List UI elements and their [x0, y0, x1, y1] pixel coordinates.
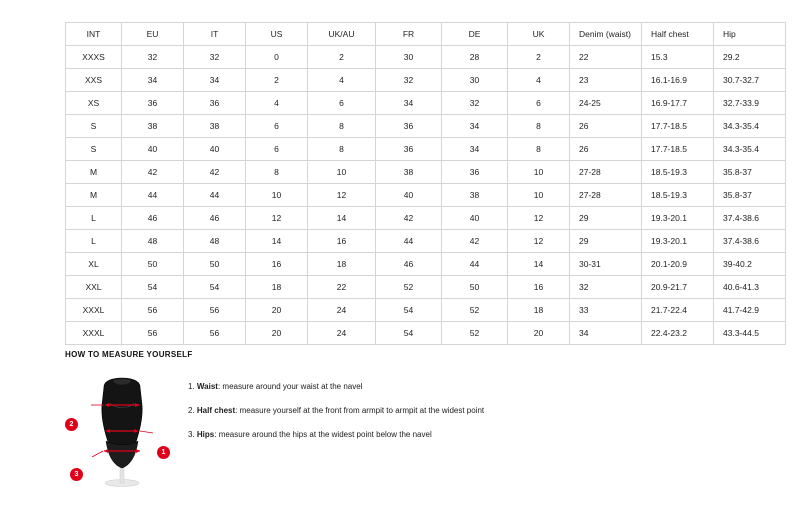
- column-header-int: INT: [66, 23, 122, 46]
- table-cell: 30-31: [570, 253, 642, 276]
- table-header-row: [66, 23, 786, 46]
- table-cell: XS: [66, 92, 122, 115]
- table-cell: 12: [308, 184, 376, 207]
- table-row: [66, 115, 786, 138]
- table-cell: XXXL: [66, 322, 122, 345]
- table-cell: 10: [308, 161, 376, 184]
- table-cell: 8: [308, 115, 376, 138]
- measure-section-title: HOW TO MEASURE YOURSELF: [65, 350, 193, 359]
- table-cell: 40: [442, 207, 508, 230]
- table-cell: XXS: [66, 69, 122, 92]
- table-cell: 40.6-41.3: [714, 276, 786, 299]
- table-cell: 32: [570, 276, 642, 299]
- table-cell: 18.5-19.3: [642, 161, 714, 184]
- table-cell: 34.3-35.4: [714, 115, 786, 138]
- table-cell: 21.7-22.4: [642, 299, 714, 322]
- table-cell: 40: [376, 184, 442, 207]
- table-cell: L: [66, 230, 122, 253]
- table-cell: 14: [246, 230, 308, 253]
- table-cell: S: [66, 115, 122, 138]
- note-text-waist: : measure around your waist at the navel: [217, 382, 363, 391]
- table-cell: 36: [442, 161, 508, 184]
- table-cell: 36: [122, 92, 184, 115]
- table-cell: 20: [246, 299, 308, 322]
- table-cell: 27-28: [570, 184, 642, 207]
- table-cell: 18: [508, 299, 570, 322]
- measure-note-waist: [188, 381, 765, 392]
- table-cell: 26: [570, 115, 642, 138]
- table-cell: 20.1-20.9: [642, 253, 714, 276]
- table-row: [66, 322, 786, 345]
- table-cell: 19.3-20.1: [642, 230, 714, 253]
- table-cell: XXXL: [66, 299, 122, 322]
- table-cell: 16.1-16.9: [642, 69, 714, 92]
- table-cell: 17.7-18.5: [642, 138, 714, 161]
- table-cell: 48: [122, 230, 184, 253]
- table-cell: 37.4-38.6: [714, 230, 786, 253]
- table-cell: 30: [376, 46, 442, 69]
- table-cell: 24: [308, 299, 376, 322]
- table-cell: 29: [570, 207, 642, 230]
- column-header-us: US: [246, 23, 308, 46]
- measure-section: [65, 350, 765, 493]
- table-cell: 54: [184, 276, 246, 299]
- table-cell: 46: [122, 207, 184, 230]
- table-cell: 14: [308, 207, 376, 230]
- table-cell: 6: [246, 115, 308, 138]
- table-cell: 52: [442, 299, 508, 322]
- table-cell: 43.3-44.5: [714, 322, 786, 345]
- column-header-de: DE: [442, 23, 508, 46]
- table-cell: 19.3-20.1: [642, 207, 714, 230]
- hips-marker: 3: [70, 468, 83, 481]
- table-cell: 34: [570, 322, 642, 345]
- column-header-fr: FR: [376, 23, 442, 46]
- note-term-hips: Hips: [196, 430, 215, 440]
- table-cell: 22.4-23.2: [642, 322, 714, 345]
- table-cell: 12: [508, 230, 570, 253]
- table-cell: 22: [308, 276, 376, 299]
- table-cell: 12: [246, 207, 308, 230]
- table-cell: XL: [66, 253, 122, 276]
- table-cell: 32.7-33.9: [714, 92, 786, 115]
- table-cell: 16: [246, 253, 308, 276]
- table-cell: XXL: [66, 276, 122, 299]
- column-header-it: IT: [184, 23, 246, 46]
- table-cell: 2: [508, 46, 570, 69]
- table-cell: 38: [376, 161, 442, 184]
- table-cell: 15.3: [642, 46, 714, 69]
- table-cell: 33: [570, 299, 642, 322]
- table-cell: 30.7-32.7: [714, 69, 786, 92]
- table-cell: 28: [442, 46, 508, 69]
- table-cell: 42: [122, 161, 184, 184]
- table-row: [66, 138, 786, 161]
- table-cell: 44: [376, 230, 442, 253]
- table-cell: 38: [122, 115, 184, 138]
- column-header-uk-au: UK/AU: [308, 23, 376, 46]
- table-cell: 50: [122, 253, 184, 276]
- table-cell: L: [66, 207, 122, 230]
- table-cell: 56: [184, 299, 246, 322]
- table-row: [66, 207, 786, 230]
- table-cell: 36: [376, 138, 442, 161]
- table-cell: 40: [184, 138, 246, 161]
- table-cell: M: [66, 161, 122, 184]
- measure-note-hips: [188, 429, 765, 440]
- table-cell: 34: [184, 69, 246, 92]
- measure-notes: [180, 373, 765, 454]
- table-cell: S: [66, 138, 122, 161]
- table-cell: 6: [308, 92, 376, 115]
- table-cell: 22: [570, 46, 642, 69]
- table-cell: 52: [376, 276, 442, 299]
- table-cell: 36: [184, 92, 246, 115]
- table-cell: 38: [184, 115, 246, 138]
- measure-body: [65, 373, 765, 493]
- table-cell: 30: [442, 69, 508, 92]
- note-index-2: 2.: [188, 406, 195, 416]
- table-cell: 56: [184, 322, 246, 345]
- table-cell: M: [66, 184, 122, 207]
- table-row: [66, 276, 786, 299]
- note-text-hips: : measure around the hips at the widest point below the navel: [214, 430, 432, 440]
- table-cell: 27-28: [570, 161, 642, 184]
- table-cell: 6: [508, 92, 570, 115]
- table-cell: 12: [508, 207, 570, 230]
- note-term-waist: Waist: [196, 382, 218, 391]
- table-row: [66, 161, 786, 184]
- size-chart-table: [65, 22, 786, 345]
- table-cell: 32: [122, 46, 184, 69]
- table-cell: 50: [442, 276, 508, 299]
- table-cell: 40: [122, 138, 184, 161]
- table-row: [66, 69, 786, 92]
- table-cell: 4: [246, 92, 308, 115]
- table-cell: 44: [122, 184, 184, 207]
- column-header-uk: UK: [508, 23, 570, 46]
- table-cell: XXXS: [66, 46, 122, 69]
- table-cell: 10: [508, 161, 570, 184]
- table-cell: 44: [442, 253, 508, 276]
- table-cell: 32: [184, 46, 246, 69]
- table-cell: 44: [184, 184, 246, 207]
- table-cell: 10: [246, 184, 308, 207]
- table-row: [66, 253, 786, 276]
- measure-note-half-chest: [188, 405, 765, 416]
- table-cell: 34: [442, 115, 508, 138]
- table-row: [66, 46, 786, 69]
- table-cell: 4: [508, 69, 570, 92]
- table-cell: 16: [308, 230, 376, 253]
- table-cell: 0: [246, 46, 308, 69]
- mannequin-figure: [65, 373, 180, 493]
- table-cell: 32: [376, 69, 442, 92]
- table-cell: 18.5-19.3: [642, 184, 714, 207]
- table-cell: 35.8-37: [714, 161, 786, 184]
- column-header-half-chest: Half chest: [642, 23, 714, 46]
- table-cell: 20: [508, 322, 570, 345]
- table-cell: 32: [442, 92, 508, 115]
- table-cell: 34: [122, 69, 184, 92]
- table-cell: 8: [308, 138, 376, 161]
- table-cell: 38: [442, 184, 508, 207]
- table-cell: 42: [376, 207, 442, 230]
- half-chest-marker: 2: [65, 418, 78, 431]
- note-text-half-chest: : measure yourself at the front from armpit to armpit at the widest point: [235, 406, 485, 416]
- table-cell: 8: [246, 161, 308, 184]
- table-cell: 10: [508, 184, 570, 207]
- table-cell: 34: [442, 138, 508, 161]
- table-cell: 24: [308, 322, 376, 345]
- table-cell: 26: [570, 138, 642, 161]
- table-cell: 23: [570, 69, 642, 92]
- table-cell: 52: [442, 322, 508, 345]
- table-cell: 29.2: [714, 46, 786, 69]
- table-row: [66, 184, 786, 207]
- table-cell: 4: [308, 69, 376, 92]
- size-table-container: [65, 22, 759, 345]
- table-cell: 48: [184, 230, 246, 253]
- table-cell: 16.9-17.7: [642, 92, 714, 115]
- table-cell: 41.7-42.9: [714, 299, 786, 322]
- table-cell: 54: [376, 322, 442, 345]
- table-cell: 54: [376, 299, 442, 322]
- column-header-denim-waist: Denim (waist): [570, 23, 642, 46]
- table-cell: 50: [184, 253, 246, 276]
- table-cell: 20.9-21.7: [642, 276, 714, 299]
- table-cell: 6: [246, 138, 308, 161]
- table-cell: 36: [376, 115, 442, 138]
- table-cell: 54: [122, 276, 184, 299]
- mannequin-illustration: [87, 375, 157, 487]
- table-cell: 2: [246, 69, 308, 92]
- table-cell: 42: [184, 161, 246, 184]
- table-cell: 34.3-35.4: [714, 138, 786, 161]
- table-cell: 16: [508, 276, 570, 299]
- table-row: [66, 230, 786, 253]
- table-cell: 18: [308, 253, 376, 276]
- table-row: [66, 299, 786, 322]
- table-cell: 18: [246, 276, 308, 299]
- table-cell: 46: [184, 207, 246, 230]
- note-index-3: 3.: [188, 430, 195, 440]
- table-cell: 14: [508, 253, 570, 276]
- table-cell: 24-25: [570, 92, 642, 115]
- table-cell: 20: [246, 322, 308, 345]
- table-cell: 35.8-37: [714, 184, 786, 207]
- table-cell: 39-40.2: [714, 253, 786, 276]
- column-header-hip: Hip: [714, 23, 786, 46]
- table-row: [66, 92, 786, 115]
- table-cell: 2: [308, 46, 376, 69]
- table-cell: 29: [570, 230, 642, 253]
- table-cell: 8: [508, 138, 570, 161]
- table-cell: 17.7-18.5: [642, 115, 714, 138]
- column-header-eu: EU: [122, 23, 184, 46]
- table-cell: 37.4-38.6: [714, 207, 786, 230]
- table-cell: 46: [376, 253, 442, 276]
- table-cell: 34: [376, 92, 442, 115]
- waist-marker: 1: [157, 446, 170, 459]
- note-term-half-chest: Half chest: [196, 406, 236, 416]
- table-cell: 42: [442, 230, 508, 253]
- table-cell: 56: [122, 322, 184, 345]
- table-body: [66, 46, 786, 345]
- table-cell: 56: [122, 299, 184, 322]
- note-index-1: 1.: [188, 382, 195, 391]
- table-cell: 8: [508, 115, 570, 138]
